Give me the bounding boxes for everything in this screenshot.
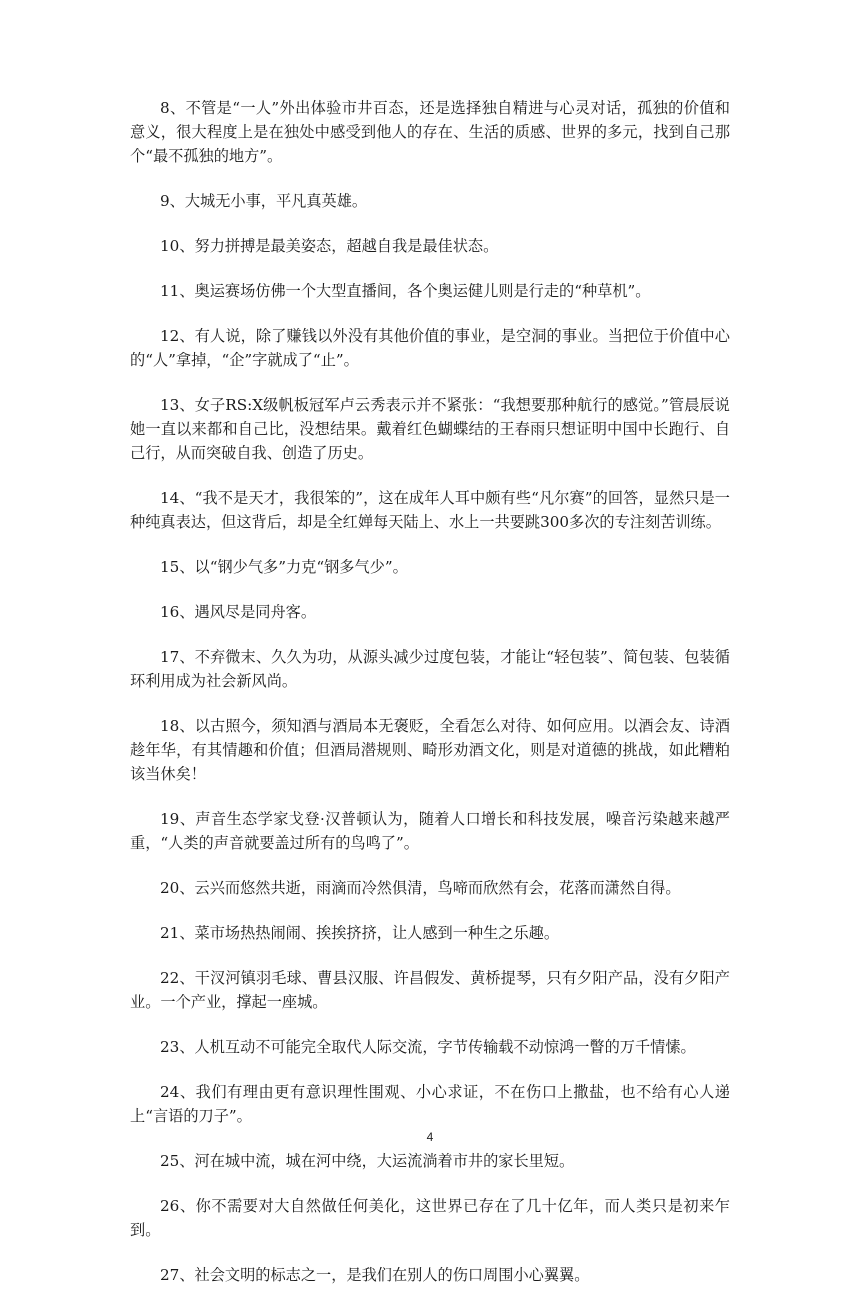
paragraph-8: 8、不管是“一人”外出体验市井百态，还是选择独自精进与心灵对话，孤独的价值和意义，很大程度上是在独处中感受到他人的存在、生活的质感、世界的多元，找到自己那个“最不孤独的地方”。: [130, 99, 730, 165]
paragraph-16: 16、遇风尽是同舟客。: [160, 603, 317, 621]
paragraph-13: 13、女子RS:X级帆板冠军卢云秀表示并不紧张：“我想要那种航行的感觉。”管晨辰说她一直以来都和自己比，没想结果。戴着红色蝴蝶结的王春雨只想证明中国中长跑行、自己行，从而突破自我、创造了历史。: [130, 396, 730, 462]
paragraph-20: 20、云兴而悠然共逝，雨滴而冷然俱清，鸟啼而欣然有会，花落而潇然自得。: [160, 879, 681, 897]
paragraph-27: 27、社会文明的标志之一，是我们在别人的伤口周围小心翼翼。: [160, 1266, 590, 1284]
paragraph-22: 22、干汊河镇羽毛球、曹县汉服、许昌假发、黄桥提琴，只有夕阳产品，没有夕阳产业。一个产业，撑起一座城。: [130, 969, 730, 1011]
paragraph-15: 15、以“钢少气多”力克“钢多气少”。: [160, 558, 408, 576]
paragraph-23: 23、人机互动不可能完全取代人际交流，字节传输载不动惊鸿一瞥的万千情愫。: [160, 1038, 696, 1056]
paragraph-21: 21、菜市场热热闹闹、挨挨挤挤，让人感到一种生之乐趣。: [160, 924, 560, 942]
paragraph-26: 26、你不需要对大自然做任何美化，这世界已存在了几十亿年，而人类只是初来乍到。: [130, 1197, 730, 1239]
paragraph-10: 10、努力拼搏是最美姿态，超越自我是最佳状态。: [160, 237, 499, 255]
paragraph-19: 19、声音生态学家戈登·汉普顿认为，随着人口增长和科技发展，噪音污染越来越严重，“人类的声音就要盖过所有的鸟鸣了”。: [130, 810, 730, 852]
paragraph-11: 11、奥运赛场仿佛一个大型直播间，各个奥运健儿则是行走的“种草机”。: [160, 282, 651, 300]
paragraph-17: 17、不弃微末、久久为功，从源头减少过度包装，才能让“轻包装”、简包装、包装循环利用成为社会新风尚。: [130, 648, 730, 690]
paragraph-25: 25、河在城中流，城在河中绕，大运流淌着市井的家长里短。: [160, 1152, 575, 1170]
paragraph-9: 9、大城无小事，平凡真英雄。: [160, 192, 368, 210]
paragraph-12: 12、有人说，除了赚钱以外没有其他价值的事业，是空洞的事业。当把位于价值中心的“人”拿掉，“企”字就成了“止”。: [130, 327, 730, 369]
paragraph-24: 24、我们有理由更有意识理性围观、小心求证，不在伤口上撒盐，也不给有心人递上“言语的刀子”。: [130, 1083, 730, 1125]
paragraph-18: 18、以古照今，须知酒与酒局本无褒贬，全看怎么对待、如何应用。以酒会友、诗酒趁年华，有其情趣和价值；但酒局潜规则、畸形劝酒文化，则是对道德的挑战，如此糟粕该当休矣！: [130, 717, 730, 783]
document-body: [130, 96, 730, 1308]
page-number: 4: [426, 1130, 434, 1144]
paragraph-14: 14、“我不是天才，我很笨的”，这在成年人耳中颇有些“凡尔赛”的回答，显然只是一种纯真表达，但这背后，却是全红婵每天陆上、水上一共要跳300多次的专注刻苦训练。: [130, 489, 730, 531]
